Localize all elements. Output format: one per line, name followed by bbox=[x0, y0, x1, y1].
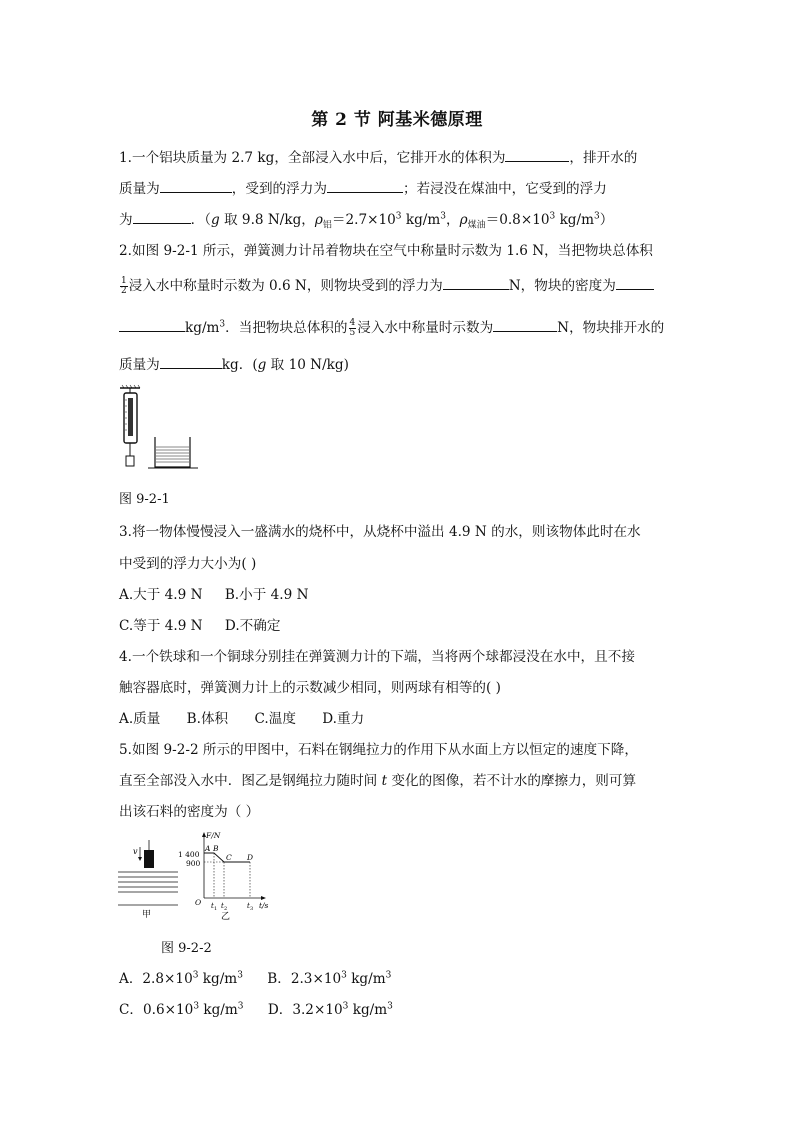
option-b[interactable]: B．$2.3\times 10^3$ $kg/m^3$ bbox=[267, 970, 392, 987]
q3-line2: 中受到的浮力大小为( ) bbox=[119, 556, 257, 572]
option-c[interactable]: C.等于 4.9 N bbox=[119, 618, 203, 634]
q5-options-ab bbox=[119, 967, 391, 987]
figure-9-2-2-caption: 图 9-2-2 bbox=[161, 941, 212, 956]
q2-line4: 质量为 kg．(g 取 10 N/kg) bbox=[119, 353, 349, 373]
answer-blank[interactable] bbox=[616, 275, 654, 290]
q2-line3: $kg/m^3$．当把物块总体积的 $\frac{4}{5}$ 浸入水中称量时示数为 N，物块排开水的 bbox=[119, 316, 664, 338]
option-d[interactable]: D．$3.2\times 10^3$ $kg/m^3$ bbox=[267, 1001, 393, 1018]
q1-line2: 质量为 ，受到的浮力为 ；若浸没在煤油中，它受到的浮力 bbox=[119, 177, 607, 197]
answer-blank[interactable] bbox=[443, 275, 509, 290]
svg-text:2: 2 bbox=[224, 906, 228, 912]
option-c[interactable]: C.温度 bbox=[254, 711, 296, 727]
svg-text:O: O bbox=[195, 898, 202, 907]
q5-line2: 直至全部没入水中．图乙是钢绳拉力随时间 t 变化的图像，若不计水的摩擦力，则可算 bbox=[119, 773, 637, 789]
svg-text:t/s: t/s bbox=[259, 901, 269, 910]
q4-line2: 触容器底时，弹簧测力计上的示数减少相同，则两球有相等的( ) bbox=[119, 680, 501, 696]
answer-blank[interactable] bbox=[505, 147, 569, 162]
svg-text:1 400: 1 400 bbox=[178, 850, 200, 859]
svg-text:D: D bbox=[247, 853, 254, 862]
fraction-half: $\frac{1}{2}$ bbox=[121, 276, 127, 296]
svg-text:A: A bbox=[205, 844, 211, 853]
q4-line1: 4.一个铁球和一个铜球分别挂在弹簧测力计的下端，当将两个球都浸没在水中，且不接 bbox=[119, 649, 635, 665]
q1-line1: 1.一个铝块质量为 2.7 kg，全部浸入水中后，它排开水的体积为 ，排开水的 bbox=[119, 146, 637, 166]
svg-text:900: 900 bbox=[186, 859, 201, 868]
answer-blank[interactable] bbox=[133, 209, 191, 224]
svg-text:t: t bbox=[211, 902, 214, 910]
figure-9-2-1 bbox=[118, 384, 200, 472]
q2-line1: 2.如图 9-2-1 所示，弹簧测力计吊着物块在空气中称量时示数为 1.6 N，当把物块总体积 bbox=[119, 243, 653, 259]
svg-text:1: 1 bbox=[214, 906, 218, 912]
q3-options-cd bbox=[119, 614, 280, 634]
svg-text:t: t bbox=[221, 902, 224, 910]
q5-line3: 出该石料的密度为（ ） bbox=[119, 804, 260, 820]
answer-blank[interactable] bbox=[119, 317, 185, 332]
svg-text:v: v bbox=[133, 847, 138, 856]
option-d[interactable]: D.重力 bbox=[322, 711, 365, 727]
svg-text:t: t bbox=[247, 902, 250, 910]
answer-blank[interactable] bbox=[160, 178, 232, 193]
option-a[interactable]: A．$2.8\times 10^3$ $kg/m^3$ bbox=[119, 970, 243, 987]
svg-text:乙: 乙 bbox=[221, 912, 231, 922]
answer-blank[interactable] bbox=[160, 354, 222, 369]
svg-text:F/N: F/N bbox=[206, 831, 221, 840]
figure-9-2-1-caption: 图 9-2-1 bbox=[119, 492, 170, 507]
q1-line3: 为 ．（g 取 9.8 N/kg，$\rho_铝=2.7\times 10^3$ $kg/m^3$，$\rho_{煤油}=0.8\times 10^3$ $kg/m^3$） bbox=[119, 208, 613, 228]
option-b[interactable]: B.小于 4.9 N bbox=[224, 587, 309, 603]
option-c[interactable]: C．$0.6\times 10^3$ $kg/m^3$ bbox=[119, 1001, 244, 1018]
option-b[interactable]: B.体积 bbox=[186, 711, 229, 727]
option-a[interactable]: A.大于 4.9 N bbox=[119, 587, 203, 603]
answer-blank[interactable] bbox=[327, 178, 403, 193]
q3-line1: 3.将一物体慢慢浸入一盛满水的烧杯中，从烧杯中溢出 4.9 N 的水，则该物体此时在水 bbox=[119, 524, 641, 540]
option-d[interactable]: D.不确定 bbox=[224, 618, 281, 634]
q5-line1: 5.如图 9-2-2 所示的甲图中，石料在钢绳拉力的作用下从水面上方以恒定的速度下降， bbox=[119, 742, 638, 758]
svg-text:B: B bbox=[213, 844, 219, 853]
q5-options-cd bbox=[119, 998, 393, 1018]
svg-text:3: 3 bbox=[250, 906, 254, 912]
q3-options-ab bbox=[119, 583, 308, 603]
q2-line2: $\frac{1}{2}$ 浸入水中称量时示数为 0.6 N，则物块受到的浮力为 N，物块的密度为 bbox=[119, 274, 654, 296]
page-title: 第 2 节 阿基米德原理 bbox=[311, 110, 483, 130]
q4-options bbox=[119, 707, 364, 727]
answer-blank[interactable] bbox=[493, 317, 557, 332]
svg-text:甲: 甲 bbox=[142, 910, 152, 920]
figure-9-2-2 bbox=[116, 830, 286, 925]
fraction-four-fifths: $\frac{4}{5}$ bbox=[349, 318, 356, 338]
svg-text:C: C bbox=[226, 853, 232, 862]
option-a[interactable]: A.质量 bbox=[119, 711, 161, 727]
